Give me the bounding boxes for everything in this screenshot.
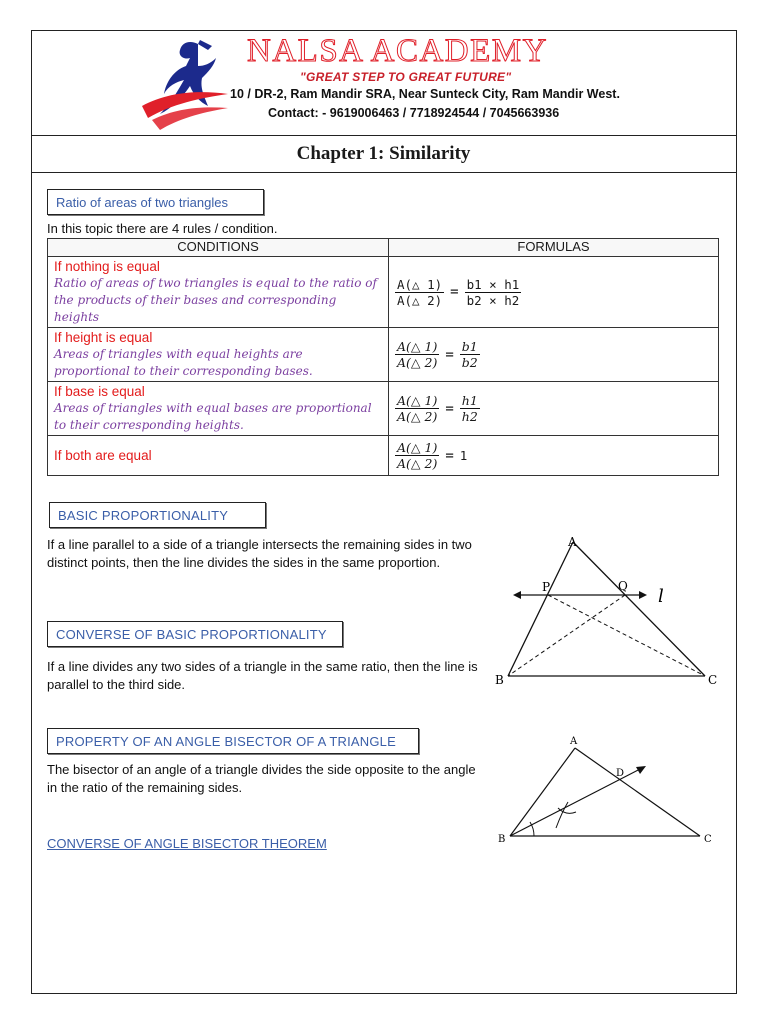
formula-rnum: b1 × h1	[466, 276, 520, 292]
formula-cell	[389, 328, 719, 382]
formula-num: A(△ 1)	[397, 339, 438, 354]
condition-cell	[48, 257, 389, 328]
label-b: B	[495, 673, 504, 687]
angle-bisector-text: The bisector of an angle of a triangle divides the side opposite to the angle in the ratio of the remaining sides.	[47, 762, 476, 795]
equals-sign: =	[445, 346, 454, 363]
chapter-title: Chapter 1: Similarity	[296, 143, 471, 164]
condition-cell	[48, 382, 389, 436]
condition-title: If both are equal	[54, 448, 152, 463]
ratio-heading	[47, 189, 264, 215]
formula-rnum: h1	[461, 393, 478, 408]
label-d: D	[616, 768, 625, 779]
formula	[395, 393, 712, 424]
address: 10 / DR-2, Ram Mandir SRA, Near Sunteck City, Ram Mandir West.	[230, 87, 620, 101]
table-header-row	[48, 239, 719, 257]
formula-num: A(△ 1)	[397, 440, 438, 455]
nalsa-logo-icon	[138, 36, 230, 132]
equals-sign: =	[445, 447, 454, 464]
angle-bisector-heading	[47, 728, 419, 754]
tagline: "GREAT STEP TO GREAT FUTURE"	[300, 70, 512, 84]
formula-num: A(△ 1)	[397, 393, 438, 408]
condition-desc: Areas of triangles with equal heights are proportional to their corresponding bases.	[54, 347, 313, 378]
label-c: C	[708, 673, 718, 687]
equals-sign: =	[445, 400, 454, 417]
label-a: A	[570, 736, 578, 747]
formula	[395, 339, 712, 370]
formula-rden: b2	[461, 355, 478, 370]
formula-rnum: b1	[461, 339, 478, 354]
converse-bpt-heading-text: CONVERSE OF BASIC PROPORTIONALITY	[56, 626, 327, 642]
label-p: P	[542, 580, 551, 594]
angle-bisector-figure	[490, 730, 720, 850]
label-c: C	[704, 834, 712, 845]
ratio-heading-text: Ratio of areas of two triangles	[56, 194, 228, 210]
formula-rden: h2	[461, 409, 478, 424]
label-a: A	[568, 535, 577, 549]
formula-cell	[389, 436, 719, 476]
col-header-conditions: CONDITIONS	[48, 239, 389, 257]
label-q: Q	[618, 579, 628, 593]
converse-bpt-text: If a line divides any two sides of a triangle in the same ratio, then the line is parallel to the third side.	[47, 659, 478, 692]
table-row	[48, 436, 719, 476]
formula-cell	[389, 382, 719, 436]
condition-cell	[48, 436, 389, 476]
col-header-formulas: FORMULAS	[389, 239, 719, 257]
condition-desc: Ratio of areas of two triangles is equal to the ratio of the products of their bases and corresponding heights	[54, 276, 377, 324]
formula-num: A(△ 1)	[397, 276, 443, 292]
condition-desc: Areas of triangles with equal bases are proportional to their corresponding heights.	[54, 401, 372, 432]
label-l: l	[658, 586, 664, 607]
condition-title: If nothing is equal	[54, 259, 160, 274]
condition-title: If base is equal	[54, 384, 145, 399]
converse-angle-bisector-link[interactable]: CONVERSE OF ANGLE BISECTOR THEOREM	[47, 836, 327, 851]
converse-bpt-heading	[47, 621, 343, 647]
table-row	[48, 257, 719, 328]
brand-name: NALSA ACADEMY	[247, 33, 548, 69]
formula	[395, 277, 712, 308]
bpt-heading	[49, 502, 266, 528]
bpt-text: If a line parallel to a side of a triangle intersects the remaining sides in two distinct points, then the line divides the sides in the same proportion.	[47, 537, 472, 570]
condition-title: If height is equal	[54, 330, 153, 345]
equals-sign: =	[450, 284, 459, 300]
formula-den: A(△ 2)	[397, 355, 438, 370]
formula-result: 1	[459, 448, 468, 463]
chapter-title-box	[31, 135, 737, 173]
contact-info: Contact: - 9619006463 / 7718924544 / 7045663936	[268, 106, 560, 120]
formula-den: A(△ 2)	[397, 292, 443, 308]
ratio-intro: In this topic there are 4 rules / condition.	[47, 221, 278, 236]
condition-cell	[48, 328, 389, 382]
table-row	[48, 382, 719, 436]
angle-bisector-heading-text: PROPERTY OF AN ANGLE BISECTOR OF A TRIANGLE	[56, 733, 396, 749]
formula-rden: b2 × h2	[466, 292, 520, 308]
formula-den: A(△ 2)	[397, 409, 438, 424]
formula-cell	[389, 257, 719, 328]
formula	[395, 440, 712, 471]
bpt-triangle-figure	[495, 530, 725, 690]
formula-den: A(△ 2)	[397, 456, 438, 471]
label-b: B	[498, 834, 506, 845]
bpt-heading-text: BASIC PROPORTIONALITY	[58, 507, 229, 523]
table-row	[48, 328, 719, 382]
rules-table	[47, 238, 719, 476]
